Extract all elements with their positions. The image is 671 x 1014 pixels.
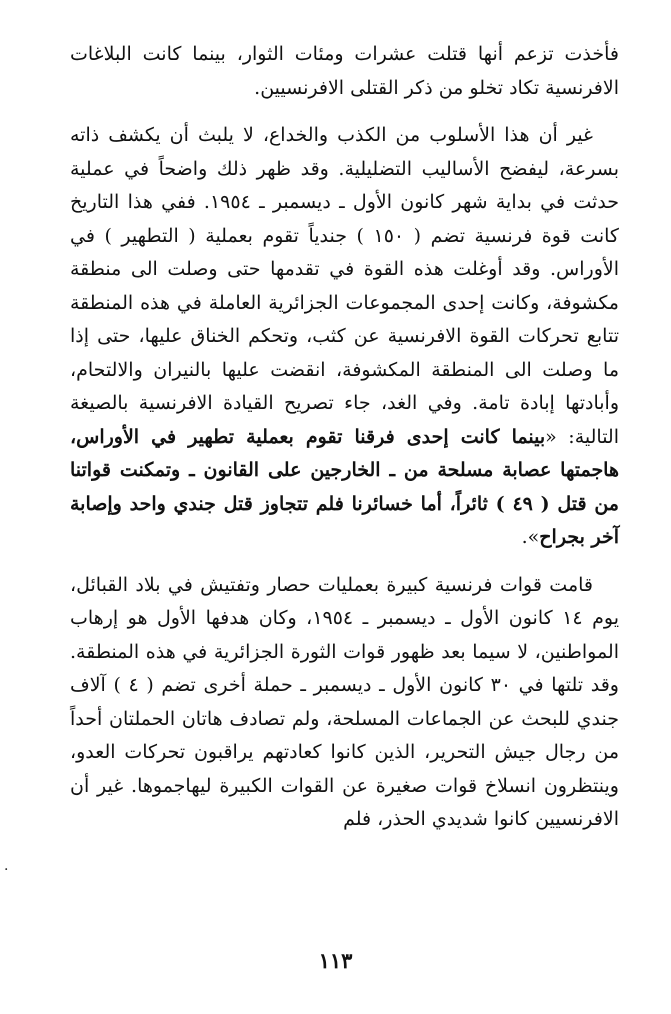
paragraph-1-text: فأخذت تزعم أنها قتلت عشرات ومئات الثوار، بينما كانت البلاغات الافرنسية تكاد تخلو من ذكر القتلى الافرنسيين. bbox=[70, 43, 619, 99]
paragraph-2 bbox=[70, 119, 619, 555]
french-command-quote: بينما كانت إحدى فرقنا تقوم بعملية تطهير في الأوراس، هاجمتها عصابة مسلحة من ـ الخارجين على القانون ـ وتمكنت قواتنا من قتل ( ٤٩ ) ثائراً، أما خسائرنا فلم تتجاوز قتل جندي واحد وإصابة آخر بجراح bbox=[70, 425, 619, 548]
paragraph-2-text: غير أن هذا الأسلوب من الكذب والخداع، لا يلبث أن يكشف ذاته بسرعة، ليفضح الأساليب التضليلية. وقد ظهر ذلك واضحاً في عملية حدثت في بداية شهر كانون الأول ـ ديسمبر ـ ١٩٥٤. ففي هذا التاريخ كانت قوة فرنسية تضم ( ١٥٠ ) جندياً تقوم بعملية ( التطهير ) في الأوراس. وقد أوغلت هذه القوة في تقدمها حتى وصلت الى منطقة مكشوفة، وكانت إحدى المجموعات الجزائرية العاملة في هذه المنطقة تتابع تحركات القوة الافرنسية عن كثب، وتحكم الخناق عليها، حتى إذا ما وصلت الى المنطقة المكشوفة، انقضت عليها بالنيران والالتحام، وأبادتها إبادة تامة. وفي الغد، جاء تصريح القيادة الافرنسية بالصيغة التالية: « bbox=[70, 124, 619, 448]
page-number: ١١٣ bbox=[318, 948, 353, 973]
paragraph-1 bbox=[70, 38, 619, 105]
margin-mark: · bbox=[4, 862, 9, 878]
paragraph-3 bbox=[70, 569, 619, 837]
paragraph-2-closing: ». bbox=[521, 526, 540, 548]
paragraph-3-text: قامت قوات فرنسية كبيرة بعمليات حصار وتفتيش في بلاد القبائل، يوم ١٤ كانون الأول ـ ديسمبر ـ ١٩٥٤، وكان هدفها الأول هو إرهاب المواطنين، لا سيما بعد ظهور قوات الثورة الجزائرية في هذه المنطقة. وقد تلتها في ٣٠ كانون الأول ـ ديسمبر ـ حملة أخرى تضم ( ٤ ) آلاف جندي للبحث عن الجماعات المسلحة، ولم تصادف هاتان الحملتان أحداً من رجال جيش التحرير، الذين كانوا كعادتهم يراقبون تحركات العدو، وينتظرون انسلاخ قوات صغيرة عن القوات الكبيرة ليهاجموها. غير أن الافرنسيين كانوا شديدي الحذر، فلم bbox=[70, 573, 619, 830]
